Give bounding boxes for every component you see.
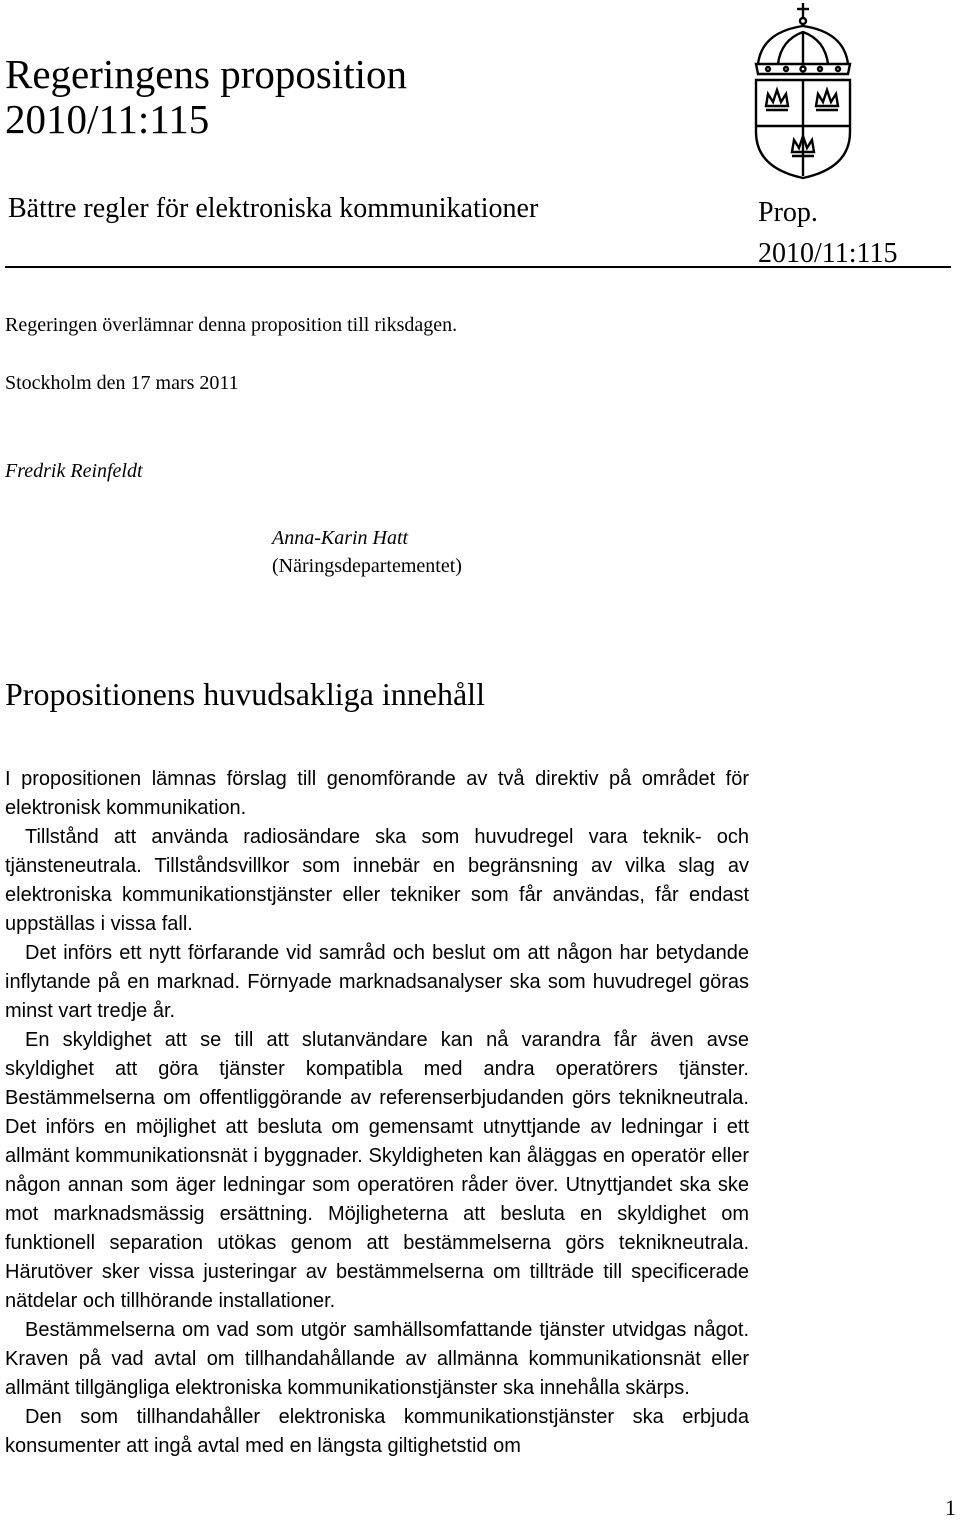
document-subtitle: Bättre regler för elektroniska kommunikationer (8, 193, 539, 224)
section-heading: Propositionens huvudsakliga innehåll (5, 676, 485, 712)
header-divider (5, 266, 951, 268)
proposition-reference (758, 192, 897, 274)
summary-paragraph: Den som tillhandahåller elektroniska kommunikationstjänster ska erbjuda konsumenter att ingå avtal med en längsta giltighetstid om (5, 1406, 749, 1457)
summary-paragraph: Tillstånd att använda radiosändare ska som huvudregel vara teknik- och tjänsteneutrala. Tillståndsvillkor som innebär en begränsning av vilka slag av elektroniska kommunikationstjänster eller tekniker som får användas, får endast uppställas i vissa fall. (5, 826, 749, 935)
title-line-1: Regeringens proposition (5, 51, 407, 97)
summary-paragraph: En skyldighet att se till att slutanvändare kan nå varandra får även avse skyldighet att göra tjänster kompatibla med andra operatörers tjänster. Bestämmelserna om offentliggörande av referenserbjudanden görs teknikneutrala. Det införs en möjlighet att besluta om gemensamt utnyttjande av ledningar i ett allmänt kommunikationsnät i byggnader. Skyldigheten kan åläggas en operatör eller någon annan som äger ledningar som operatören råder över. Utnyttjandet ska ske mot marknadsmässig ersättning. Möjligheterna att besluta en skyldighet om funktionell separation utökas genom att bestämmelserna görs teknikneutrala. Härutöver sker vissa justeringar av bestämmelserna om tillträde till specificerade nätdelar och tillhörande installationer. (5, 1029, 749, 1312)
swedish-coat-of-arms-icon (748, 2, 858, 180)
department: (Näringsdepartementet) (272, 555, 462, 577)
summary-paragraph: Bestämmelserna om vad som utgör samhällsomfattande tjänster utvidgas något. Kraven på vad avtal om tillhandahållande av allmänna kommunikationsnät eller allmänt tillgängliga elektroniska kommunikationstjänster ska innehålla skärps. (5, 1319, 749, 1399)
intro-text: Regeringen överlämnar denna proposition till riksdagen. (5, 314, 458, 336)
signatory-primary: Fredrik Reinfeldt (5, 460, 143, 482)
summary-paragraph: Det införs ett nytt förfarande vid samråd och beslut om att någon har betydande inflytande på en marknad. Förnyade marknadsanalyser ska som huvudregel göras minst vart tredje år. (5, 942, 749, 1022)
document-title (5, 52, 407, 142)
summary-body (5, 765, 749, 1461)
page-number: 1 (945, 1495, 956, 1520)
title-line-2: 2010/11:115 (5, 96, 210, 142)
signatory-secondary: Anna-Karin Hatt (272, 527, 409, 549)
summary-paragraph: I propositionen lämnas förslag till genomförande av två direktiv på området för elektronisk kommunikation. (5, 768, 749, 819)
prop-ref-line-2: 2010/11:115 (758, 238, 898, 269)
prop-ref-line-1: Prop. (758, 197, 818, 228)
place-date: Stockholm den 17 mars 2011 (5, 372, 239, 394)
